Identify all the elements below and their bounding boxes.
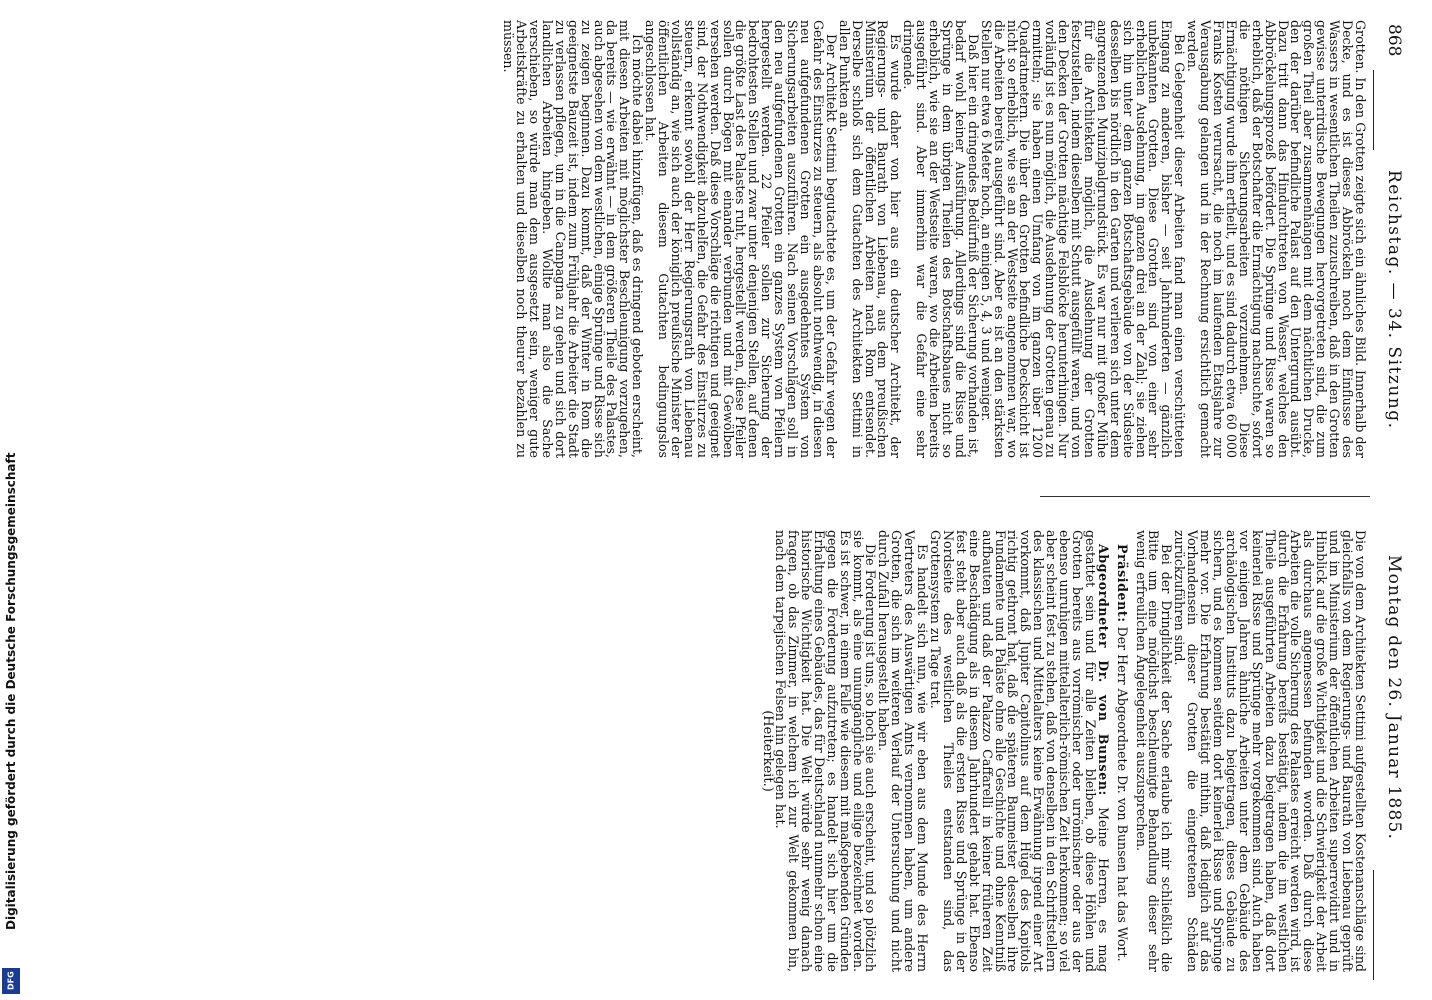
paragraph: Es wurde daher von hier aus ein deutscher Architekt, der Regierungs- und Baurath von Liebenau, aus dem preußischen Ministerium der öffentlichen Arbeiten nach Rom entsendet. Derselbe schloß sich dem Gutachten des Architekten Settimi in allen Punkten an. [836,20,904,458]
paragraph: Bei der Dringlichkeit der Sache erlaube ich mir schließlich die Bitte um eine möglichst beschleunigte Behandlung dieser sehr wenig erfreulichen Angelegenheit auszusprechen. [1133,530,1175,972]
speaker-president: Präsident: [1114,544,1130,623]
paragraph: Der Architekt Settimi begutachtete es, um der Gefahr wegen der Gefahr des Einsturzes zu steuern, als absolut nothwendig, in diesen neu aufgefundenen Grotten ein ausgedehntes System von Sicherungsarbeiten auszuführen. Nach seinen Vorschlägen soll in den neu aufgefundenen Grotten ein ganzes System von Pfeilern hergestellt werden. 22 Pfeiler sollen zur Sicherung der bedrohtesten Stellen und zwar unter denjenigen Stellen, auf denen die größte Last des Palastes ruht, hergestellt werden, diese Pfeiler sollen durch Bögen mit einander verbunden und mit Gewölben versehen werden. Daß diese Vorschläge die richtigen und geeignet sind, der Nothwendigkeit abzuhelfen, die Gefahr des Einsturzes zu steuern, erkennt sowohl der Herr Regierungsrath von Liebenau vollständig an, wie sich auch der königlich preußische Minister der öffentlichen Arbeiten diesem Gutachten bedingungslos angeschlossen hat. [643,20,839,458]
page-number: 868 [1384,24,1404,57]
right-text-column [486,530,1366,972]
paragraph: Die von dem Architekten Settimi aufgestellten Kostenanschläge sind gleichfalls von dem Regierungs- und Baurath von Liebenau geprüft und im Ministerium der öffentlichen Arbeiten superrevidirt und in Hinblick auf die große Wichtigkeit und die Schwierigkeit der Arbeit als durchaus angemessen befunden worden. Daß durch diese Arbeiten die volle Sicherung des Palastes erreicht werden wird, ist durch die Erfahrung bereits bestätigt, indem die im westlichen Theile ausgeführten Arbeiten dazu beigetragen haben, daß dort keinerlei Risse und Sprünge mehr vorgekommen sind. Auch haben vor einigen Jahren ähnliche Arbeiten unter dem Gebäude des archäologischen Instituts dazu beigetragen, dieses Gebäude zu sichern, und es kommen seitdem dort keinerlei Risse und Sprünge mehr vor. Die Erfahrung bestätigt mithin, daß lediglich auf das Vorhandensein dieser Grotten die eingetretenen Schäden zurückzuführen sind. [1172,530,1368,972]
header-rule-left [1373,70,1374,150]
paragraph: Grotten. In den Grotten zeigte sich ein ähnliches Bild. Innerhalb der Decke, und es ist dieses Abbröckeln noch dem Einflusse des Wassers in wesentlichen Theilen zuzuschreiben, daß in den Grotten gewisse unterirdische Bewegungen hervorgetreten sind, die zum großen Theil aber zusammenhängen mit dem nächtlichen Drucke, den der darüber befindliche Palast auf den Untergrund ausübt. Dazu tritt dann das Hindurchtreten von Wasser, welches den Abbröckelungsprozeß befördert. Die Sprünge und Risse waren so erheblich, daß der Botschafter die Ermächtigung nachsuchte, sofort die nöthigen Sicherungsarbeiten vorzunehmen. Diese Ermächtigung wurde ihm ertheilt, und es sind dadurch etwa 60 000 Franks Kosten verursacht, die noch im laufenden Etatsjahre zur Verausgabung gelangen und in der Rechnung ersichtlich gemacht werden. [1185,20,1368,458]
session-date: Montag den 26. Januar 1885. [1384,555,1404,841]
digitization-credit-text: Digitalisierung gefördert durch die Deutsche Forschungsgemeinschaft [4,452,18,930]
paragraph: Daß hier ein dringendes Bedürfniß der Sicherung vorhanden ist, bedarf wohl keiner Ausführung. Allerdings sind die Risse und Sprünge in dem übrigen Theilen des Botschaftsbaues nicht so erheblich, wie sie an der Westseite waren, wo die Arbeiten bereits ausgeführt sind. Aber immerhin war die Gefahr eine sehr dringende. [901,20,981,458]
speech-opening [928,530,1109,972]
header-rule-right [1373,870,1374,980]
continuation-note: (Heiterkeit.) [760,710,776,792]
speech-paragraph: Meine Herren, es mag gestattet sein und für alle Zeiten bleiben, ob diese Höhlen und Grotten bereits aus vorrömischer oder urrömischer oder aus der ebenso unruhigen mittelalterlich-römischen Zeit herkommen; so viel aber scheint fest zu stehen, daß von denselben in den Schriftstellern des klassischen und Mittelalters keine Erwähnung irgend einer Art vorkommt, daß Jupiter Capitolinus auf dem Hügel des Kapitols richtig gethront hat, daß die späteren Baumeister desselben ihre Fundamente und Paläste ohne alle Geschichte und ohne Kenntniß aufbauten und daß der Palazzo Caffarelli in keiner früheren Zeit eine Beschädigung als in diesem Jahrhundert gehabt hat. Ebenso fest steht aber auch daß als die ersten Risse und Sprünge in der Nordseite des westlichen Theiles entstanden sind, das Grottensystem zu Tage trat. [928,530,1111,972]
speech-paragraph: Die Forderung ist uns, so hoch sie auch erscheint, und so plötzlich sie kommt, als eine unumgängliche und eilige bezeichnet worden. Es ist schwer, in einem Falle wie diesem mit maßgebenden Gründen gegen die Forderung aufzutreten; es handelt sich hier um die Erhaltung eines Gebäudes, das für Deutschland nunmehr schon eine historische Wichtigkeit hat. Die Welt würde sehr wenig danach fragen, ob das Zimmer, in welchem ich zur Welt gekommen bin, nach dem tarpejischen Felsen hin gelegen hat. [773,530,879,972]
left-text-column [486,20,1366,458]
paragraph: Bei Gelegenheit dieser Arbeiten fand man einen verschütteten Eingang zu anderen, bisher — seit Jahrhunderten — gänzlich unbekannten Grotten. Diese Grotten sind von einer sehr erheblichen Ausdehnung, im ganzen drei an der Zahl; sie ziehen sich hin unter dem ganzen Botschaftsgebäude von der Südseite desselben bis nördlich in den Garten und verlieren sich unter dem angrenzenden Munizipalgrundstück. Es war nur mit großer Mühe für die Architekten möglich, die Ausdehnung der Grotten festzustellen, indem dieselben mit Schutt ausgefüllt waren, und von den Decken der Grotten mächtige Felsblöcke herunterhingen. Nur vorläufig ist es nun möglich, die Ausdehnung der Grotten genau zu ermitteln; sie haben einen Umfang von im ganzen über 1200 Quadratmetern. Die über den Grotten befindliche Deckschicht ist nicht so erheblich, wie sie an der Westseite angenommen war, wo die Arbeiten bereits ausgeführt sind. Aber es ist an den stärksten Stellen nur etwa 6 Meter hoch, an einigen 5, 4, 3 und weniger. [978,20,1188,458]
page-header [1374,20,1404,980]
speaker-bunsen: Abgeordneter Dr. von Bunsen: [1095,544,1111,796]
running-head: Reichstag. — 34. Sitzung. [1384,170,1404,430]
dfg-logo: DFG [2,968,20,994]
president-statement [1115,530,1128,972]
paragraph: Ich möchte dabei hinzufügen, daß es dringend geboten erscheint, mit diesen Arbeiten mit möglichster Beschleunigung vorzugehen, da bereits — wie erwähnt — in dem größeren Theile des Palastes, auch abgesehen von dem westlichen, einige Sprünge und Risse sich zu zeigen beginnen. Dazu kommt, daß der Winter in Rom die geeignetste Bauzeit ist, indem zum Frühjahr die Arbeiter die Stadt zu verlassen pflegen, um in die Campagna zu gehen und sich dort landlichen Arbeiten hingeben. Wollte man also die Sache verschieben, so würde man dem ausgesetzt sein, weniger gute Arbeitskräfte zu erhalten und dieselben noch theurer bezahlen zu müssen. [501,20,646,458]
speech-paragraph: Es handelt sich nun, wie wir eben aus dem Munde des Herrn Vertreters des Auswärtigen Amts vernommen haben, um andere Grotten, die sich im weiteren Verlauf der Untersuchung und nicht durch Zufall herausgestellt haben. [876,530,931,972]
column-divider [1040,496,1370,497]
president-text: Der Herr Abgeordnete Dr. von Bunsen hat das Wort. [1114,626,1130,962]
